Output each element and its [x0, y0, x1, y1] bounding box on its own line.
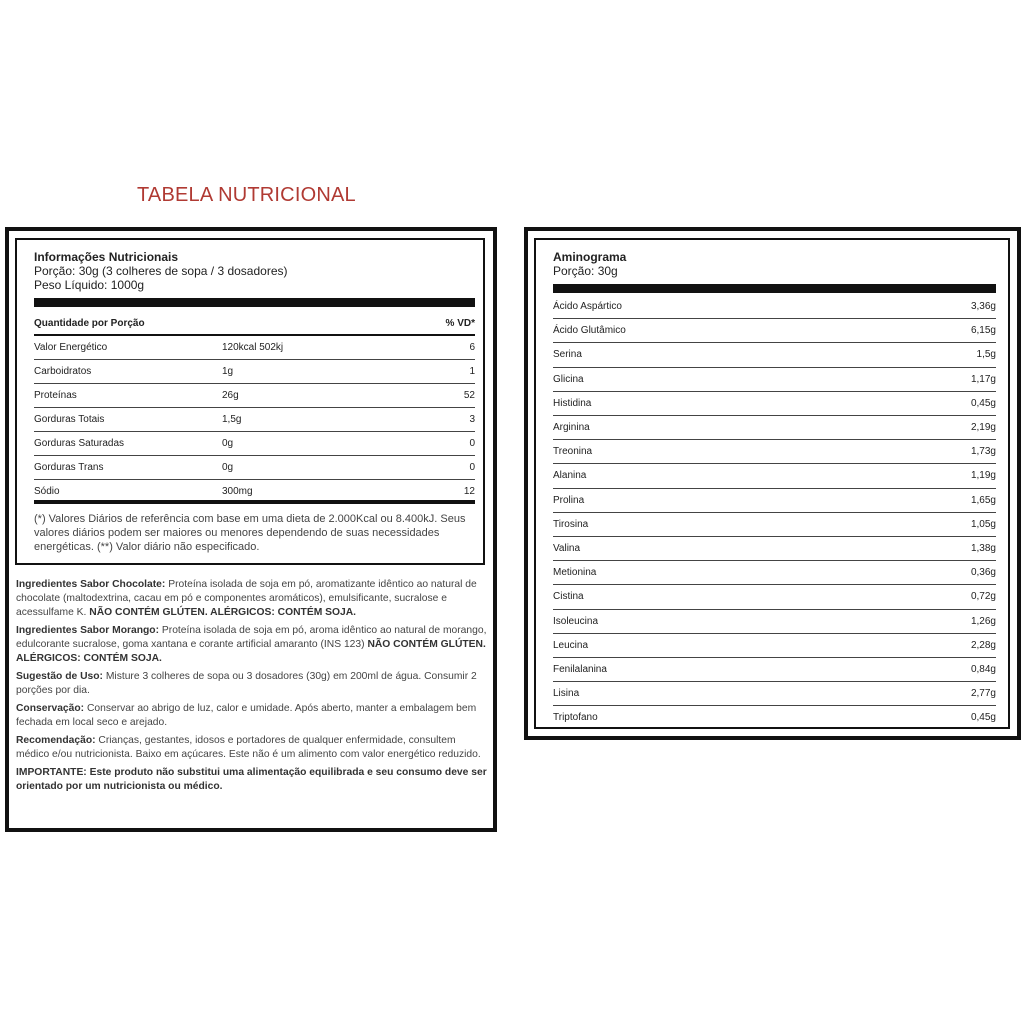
amino-acid-value: 1,05g — [970, 518, 996, 530]
amino-acid-name: Tirosina — [553, 518, 589, 530]
table-row — [553, 585, 996, 609]
amino-acid-value: 1,17g — [970, 373, 996, 385]
amino-acid-name: Cistina — [553, 591, 584, 603]
column-header-quantity: Quantidade por Porção — [34, 318, 145, 329]
nutrient-name: Valor Energético — [34, 342, 108, 353]
table-row — [553, 537, 996, 561]
ingredients-chocolate-text: Proteína isolada de soja em pó, aromatizante idêntico ao natural de chocolate (maltodextrina, cacau em pó e componentes aromáticos), emulsificante, sucralose e acessulfame K. — [16, 579, 477, 618]
amino-acid-name: Prolina — [553, 494, 585, 506]
amino-acid-name: Valina — [553, 543, 581, 554]
table-row — [553, 440, 996, 464]
table-row — [553, 658, 996, 682]
allergen-warning: NÃO CONTÉM GLÚTEN. ALÉRGICOS: CONTÉM SOJA. — [89, 607, 357, 618]
ingredients-chocolate-label: Ingredientes Sabor Chocolate: — [16, 579, 166, 590]
nutrient-amount: 300mg — [222, 486, 253, 497]
table-row — [553, 295, 996, 319]
amino-acid-value: 0,45g — [970, 712, 996, 724]
amino-acid-name: Serina — [553, 349, 582, 361]
nutrient-amount: 0g — [222, 462, 234, 473]
nutrient-amount: 26g — [222, 390, 239, 401]
amino-acid-value: 0,36g — [970, 567, 996, 579]
divider-bar — [34, 298, 475, 307]
amino-acid-value: 0,45g — [970, 397, 996, 409]
amino-acid-value: 1,65g — [970, 494, 996, 506]
nutrient-name: Gorduras Saturadas — [34, 438, 125, 449]
important-text: IMPORTANTE: Este produto não substitui uma alimentação equilibrada e seu consumo deve ser orientado por um nutricionista ou médico. — [16, 767, 487, 792]
storage-label: Conservação: — [16, 703, 85, 714]
amino-acid-value: 0,72g — [970, 591, 996, 603]
amino-acid-value: 6,15g — [970, 325, 996, 337]
table-row — [34, 360, 475, 384]
nutrient-vd: 1 — [469, 366, 475, 377]
nutrient-name: Gorduras Totais — [34, 414, 105, 425]
table-row — [553, 706, 996, 730]
nutrition-header — [34, 250, 479, 292]
nutrition-facts-box — [15, 238, 485, 565]
column-header-vd: % VD* — [445, 318, 475, 329]
table-row — [34, 408, 475, 432]
nutrient-name: Carboidratos — [34, 366, 92, 377]
nutrient-vd: 6 — [469, 342, 475, 353]
aminogram-portion: Porção: 30g — [553, 264, 618, 278]
table-row — [553, 368, 996, 392]
page-title: TABELA NUTRICIONAL — [137, 184, 356, 206]
allergen-warning: NÃO CONTÉM GLÚTEN. ALÉRGICOS: CONTÉM SOJA. — [16, 639, 486, 664]
amino-acid-name: Alanina — [553, 470, 587, 482]
table-row — [553, 489, 996, 513]
portion-text: Porção: 30g (3 colheres de sopa / 3 dosadores) — [34, 264, 288, 278]
footnote: (*) Valores Diários de referência com base em uma dieta de 2.000Kcal ou 8.400kJ. Seus valores diários podem ser maiores ou menores dependendo de suas necessidades energéticas. (**) Valor diário não especificado. — [34, 513, 466, 553]
table-row — [553, 513, 996, 537]
amino-acid-value: 2,28g — [970, 639, 996, 651]
nutrient-vd: 12 — [463, 486, 475, 497]
table-row — [553, 682, 996, 706]
table-row — [553, 343, 996, 367]
table-row — [553, 464, 996, 488]
nutrition-panel — [5, 227, 497, 832]
nutrient-vd: 0 — [469, 438, 475, 449]
storage-text: Conservar ao abrigo de luz, calor e umidade. Após aberto, manter a embalagem bem fechada em local seco e arejado. — [16, 703, 477, 728]
ingredients-chocolate — [16, 578, 488, 620]
amino-acid-name: Isoleucina — [553, 615, 599, 627]
nutrient-vd: 0 — [469, 462, 475, 473]
amino-acid-value: 1,19g — [970, 470, 996, 482]
nutrition-heading: Informações Nutricionais — [34, 250, 179, 264]
table-row — [553, 416, 996, 440]
recommendation — [16, 734, 488, 762]
amino-acid-name: Fenilalanina — [553, 664, 607, 675]
table-row — [553, 319, 996, 343]
table-row — [34, 432, 475, 456]
amino-acid-name: Arginina — [553, 422, 590, 433]
nutrient-name: Proteínas — [34, 390, 77, 401]
amino-acid-value: 1,73g — [970, 446, 996, 458]
usage-text: Misture 3 colheres de sopa ou 3 dosadores (30g) em 200ml de água. Consumir 2 porções por dia. — [16, 671, 477, 696]
amino-acid-value: 1,26g — [970, 615, 996, 627]
nutrient-amount: 0g — [222, 438, 234, 449]
table-row — [34, 456, 475, 480]
table-row — [553, 392, 996, 416]
table-row — [34, 336, 475, 360]
amino-acid-value: 0,84g — [970, 664, 996, 675]
ingredients-strawberry-label: Ingredientes Sabor Morango: — [16, 625, 160, 636]
amino-acid-name: Glicina — [553, 373, 584, 385]
aminogram-panel — [524, 227, 1021, 740]
amino-acid-name: Metionina — [553, 567, 597, 579]
nutrient-vd: 52 — [463, 390, 475, 401]
amino-acid-name: Lisina — [553, 688, 580, 700]
table-row — [553, 610, 996, 634]
aminogram-header — [553, 250, 993, 278]
important-notice — [16, 766, 488, 794]
storage-instructions — [16, 702, 488, 730]
product-info — [16, 578, 488, 798]
amino-acid-name: Histidina — [553, 397, 592, 409]
nutrient-amount: 120kcal 502kj — [222, 342, 284, 353]
nutrient-amount: 1g — [222, 366, 234, 377]
amino-acid-value: 2,19g — [970, 422, 996, 433]
nutrition-table-header — [34, 312, 475, 336]
ingredients-strawberry — [16, 624, 488, 666]
nutrient-name: Sódio — [34, 486, 60, 497]
amino-acid-name: Leucina — [553, 639, 589, 651]
aminogram-heading: Aminograma — [553, 250, 627, 264]
usage-label: Sugestão de Uso: — [16, 671, 103, 682]
net-weight-text: Peso Líquido: 1000g — [34, 278, 145, 292]
table-row — [553, 634, 996, 658]
usage-suggestion — [16, 670, 488, 698]
amino-acid-value: 2,77g — [970, 688, 996, 700]
amino-acid-name: Ácido Glutâmico — [553, 325, 626, 337]
amino-acid-name: Triptofano — [553, 712, 598, 724]
amino-acid-value: 1,38g — [970, 543, 996, 554]
nutrient-name: Gorduras Trans — [34, 462, 104, 473]
ingredients-strawberry-text: Proteína isolada de soja em pó, aroma idêntico ao natural de morango, edulcorante sucralose, goma xantana e corante artificial amaranto (INS 123) — [16, 625, 487, 650]
aminogram-box — [534, 238, 1010, 729]
nutrient-vd: 3 — [469, 414, 475, 425]
amino-acid-value: 1,5g — [976, 349, 996, 361]
table-row — [34, 384, 475, 408]
amino-acid-name: Treonina — [553, 446, 593, 458]
recommendation-label: Recomendação: — [16, 735, 96, 746]
table-row — [553, 561, 996, 585]
amino-acid-name: Ácido Aspártico — [553, 301, 622, 312]
amino-acid-value: 3,36g — [970, 301, 996, 312]
nutrient-amount: 1,5g — [222, 414, 242, 425]
table-row — [34, 480, 475, 504]
divider-bar — [553, 284, 996, 293]
recommendation-text: Crianças, gestantes, idosos e portadores de qualquer enfermidade, consultem médico e/ou nutricionista. Baixo em açúcares. Este não é um alimento com valor energético reduzido. — [16, 735, 481, 760]
